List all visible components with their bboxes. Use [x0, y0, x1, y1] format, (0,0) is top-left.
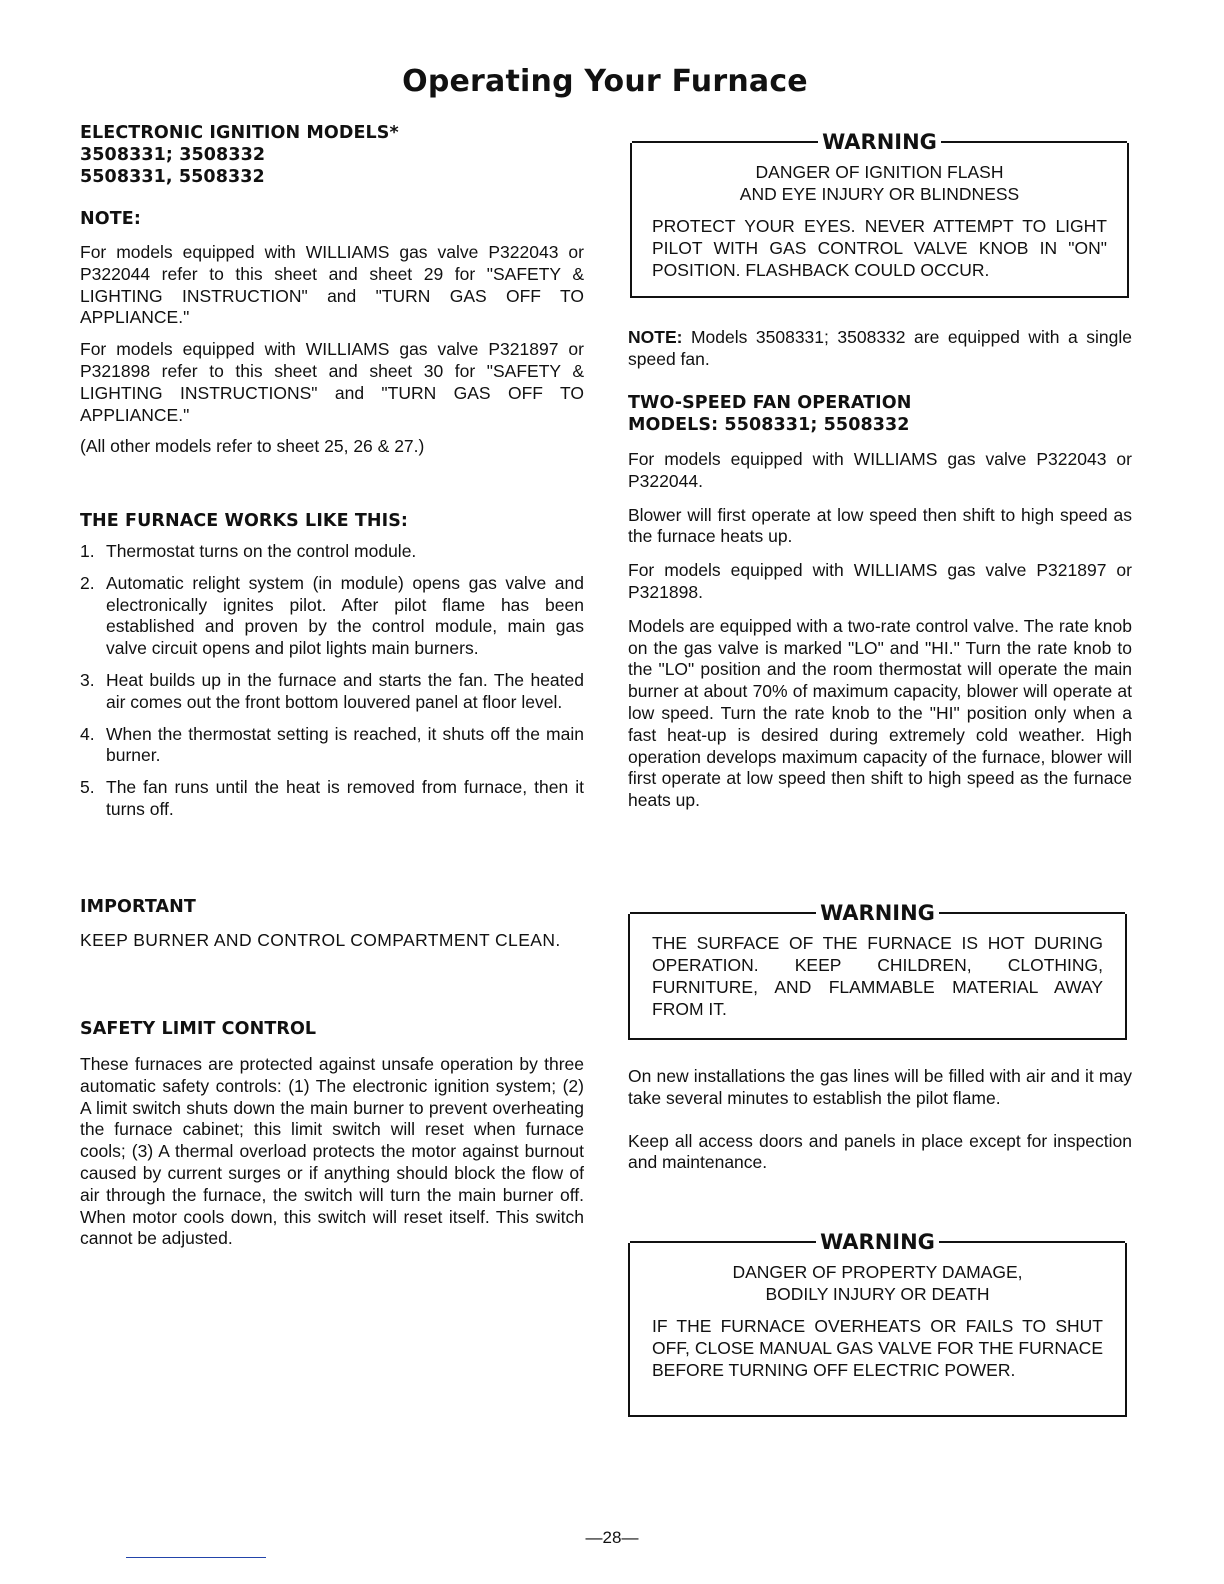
- models-heading-line: 3508331; 3508332: [80, 145, 266, 165]
- warning-title: [632, 129, 1127, 155]
- warning-subtitle: DANGER OF PROPERTY DAMAGE,: [732, 1262, 1023, 1282]
- models-heading-line: 5508331, 5508332: [80, 167, 265, 187]
- warning-title: [630, 1229, 1125, 1255]
- warning-box-ignition: [630, 130, 1129, 298]
- steps-list: [80, 541, 584, 821]
- warning-box-hot-surface: [628, 901, 1127, 1040]
- step-text: Automatic relight system (in module) opens gas valve and electronically ignites pilot. After pilot flame has been established and proven by the control module, main gas valve circuit opens and pilot lights main burners.: [106, 572, 584, 659]
- warning-text: IF THE FURNACE OVERHEATS OR FAILS TO SHUT OFF, CLOSE MANUAL GAS VALVE FOR THE FURNACE BEFORE TURNING OFF ELECTRIC POWER.: [652, 1316, 1103, 1380]
- safety-text: These furnaces are protected against unsafe operation by three automatic safety controls: (1) The electronic ignition system; (2) A limit switch shuts down the main burner to prevent overheating the furnace cabinet; this limit switch will reset when furnace cools; (3) A thermal overload protects the motor against burnout caused by current surges or if anything should block the flow of air through the furnace, the switch will turn the main burner off. When motor cools down, this switch will reset itself. This switch cannot be adjusted.: [80, 1054, 584, 1249]
- list-item: [80, 724, 584, 768]
- works-heading: THE FURNACE WORKS LIKE THIS:: [80, 511, 409, 531]
- footer-divider: [126, 1557, 266, 1558]
- note-paragraph: (All other models refer to sheet 25, 26 & 27.): [80, 436, 425, 457]
- list-item: [80, 670, 584, 714]
- warning-text: THE SURFACE OF THE FURNACE IS HOT DURING OPERATION. KEEP CHILDREN, CLOTHING, FURNITURE, AND FLAMMABLE MATERIAL AWAY FROM IT.: [652, 933, 1103, 1019]
- installation-paragraph: On new installations the gas lines will be filled with air and it may take several minutes to establish the pilot flame.: [628, 1066, 1132, 1108]
- warning-text: PROTECT YOUR EYES. NEVER ATTEMPT TO LIGHT PILOT WITH GAS CONTROL VALVE KNOB IN "ON" POSITION. FLASHBACK COULD OCCUR.: [652, 216, 1107, 280]
- step-number: 3.: [80, 669, 95, 690]
- important-section: [80, 896, 584, 952]
- note-fan-content: Models 3508331; 3508332 are equipped with a single speed fan.: [628, 327, 1132, 369]
- note-paragraph: For models equipped with WILLIAMS gas valve P321897 or P321898 refer to this sheet and sheet 30 for "SAFETY & LIGHTING INSTRUCTIONS" and "TURN GAS OFF TO APPLIANCE.": [80, 339, 584, 425]
- twospeed-heading: MODELS: 5508331; 5508332: [628, 415, 910, 435]
- step-number: 1.: [80, 541, 95, 561]
- step-text: Thermostat turns on the control module.: [106, 541, 417, 561]
- warning-word: WARNING: [816, 901, 939, 925]
- step-number: 2.: [80, 572, 95, 593]
- important-heading: IMPORTANT: [80, 897, 196, 917]
- twospeed-paragraph: For models equipped with WILLIAMS gas valve P322043 or P322044.: [628, 449, 1132, 491]
- warning-subtitle: BODILY INJURY OR DEATH: [765, 1284, 990, 1304]
- step-number: 4.: [80, 723, 95, 744]
- note-section: [80, 208, 584, 458]
- step-number: 5.: [80, 777, 95, 798]
- list-item: [80, 777, 584, 821]
- page-number: —28—: [585, 1528, 639, 1547]
- warning-word: WARNING: [816, 1230, 939, 1254]
- models-heading-line: ELECTRONIC IGNITION MODELS*: [80, 123, 399, 143]
- twospeed-section: [628, 392, 1132, 812]
- twospeed-heading: TWO-SPEED FAN OPERATION: [628, 393, 912, 413]
- installation-notes: [628, 1066, 1132, 1174]
- step-text: When the thermostat setting is reached, it shuts off the main burner.: [106, 723, 584, 766]
- warning-subtitle: DANGER OF IGNITION FLASH: [755, 162, 1004, 182]
- safety-heading: SAFETY LIMIT CONTROL: [80, 1019, 317, 1039]
- warning-word: WARNING: [818, 130, 941, 154]
- page-title: Operating Your Furnace: [402, 64, 808, 99]
- step-text: The fan runs until the heat is removed from furnace, then it turns off.: [106, 777, 584, 819]
- list-item: [80, 573, 584, 660]
- twospeed-paragraph: For models equipped with WILLIAMS gas valve P321897 or P321898.: [628, 560, 1132, 602]
- twospeed-paragraph: Models are equipped with a two-rate control valve. The rate knob on the gas valve is marked "LO" and "HI." Turn the rate knob to the "LO" position and the room thermostat will operate the main burner at about 70% of maximum capacity, blower will operate at low speed. Turn the rate knob to the "HI" position only when a fast heat-up is desired during extremely cold weather. High operation develops maximum capacity of the furnace, blower will first operate at low speed then shift to high speed as the furnace heats up.: [628, 615, 1132, 811]
- twospeed-paragraph: Blower will first operate at low speed then shift to high speed as the furnace heats up.: [628, 504, 1132, 547]
- installation-paragraph: Keep all access doors and panels in place except for inspection and maintenance.: [628, 1130, 1132, 1173]
- list-item: [80, 541, 584, 563]
- warning-title: [630, 900, 1125, 926]
- note-label: NOTE:: [628, 327, 683, 347]
- note-fan-text: [628, 327, 1132, 371]
- note-fan: [628, 327, 1132, 371]
- works-section: [80, 510, 584, 821]
- important-text: KEEP BURNER AND CONTROL COMPARTMENT CLEAN.: [80, 930, 561, 950]
- safety-section: [80, 1018, 584, 1250]
- models-heading: [80, 122, 584, 188]
- note-heading: NOTE:: [80, 209, 141, 229]
- warning-subtitle: AND EYE INJURY OR BLINDNESS: [739, 184, 1020, 204]
- note-paragraph: For models equipped with WILLIAMS gas valve P322043 or P322044 refer to this sheet and sheet 29 for "SAFETY & LIGHTING INSTRUCTION" and "TURN GAS OFF TO APPLIANCE.": [80, 242, 584, 328]
- warning-box-property-damage: [628, 1230, 1127, 1417]
- step-text: Heat builds up in the furnace and starts the fan. The heated air comes out the front bottom louvered panel at floor level.: [106, 669, 584, 712]
